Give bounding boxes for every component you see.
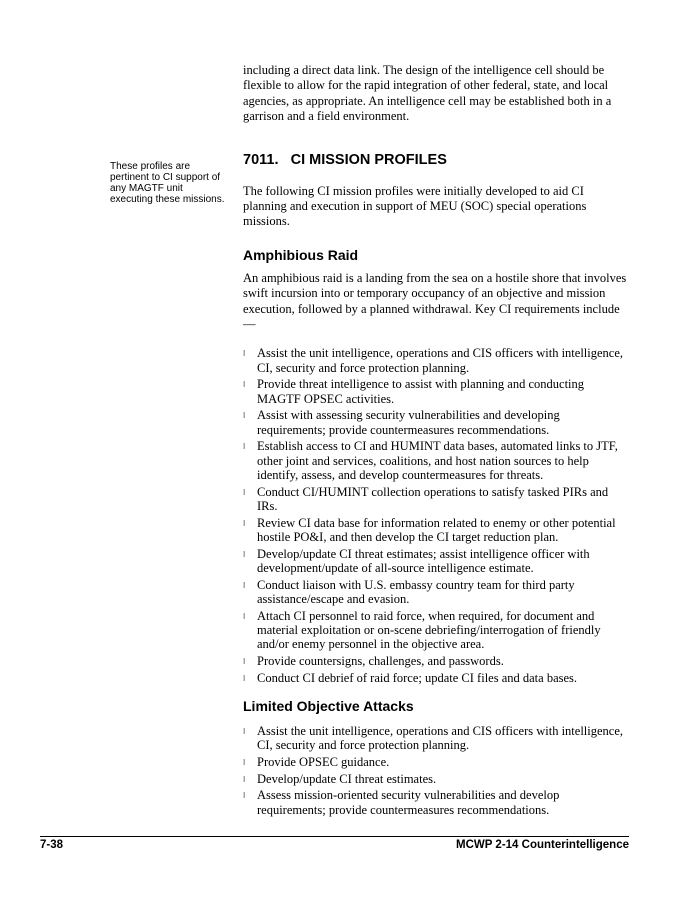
bullet-icon: l	[243, 487, 246, 497]
bullet-icon: l	[243, 726, 246, 736]
bullet-icon: l	[243, 549, 246, 559]
list-item	[243, 755, 628, 769]
bullet-icon: l	[243, 656, 246, 666]
publication-title: MCWP 2-14 Counterintelligence	[456, 839, 629, 851]
list-item-text: Establish access to CI and HUMINT data bases, automated links to JTF, other joint and services, coalitions, and host nation sources to help identify, assess, and develop countermeasures for threats.	[257, 439, 618, 482]
section-title: CI MISSION PROFILES	[290, 151, 447, 168]
list-item-text: Develop/update CI threat estimates; assist intelligence officer with development/update of all-source intelligence estimate.	[257, 546, 590, 575]
margin-note: These profiles are pertinent to CI support of any MAGTF unit executing these missions.	[110, 161, 225, 205]
list-item-text: Provide threat intelligence to assist with planning and conducting MAGTF OPSEC activities.	[257, 377, 585, 406]
page-number: 7-38	[40, 839, 64, 851]
section-intro: The following CI mission profiles were initially developed to aid CI planning and execution in support of MEU (SOC) special operations missions.	[243, 183, 587, 229]
section-heading	[243, 151, 628, 169]
bullet-icon: l	[243, 791, 246, 801]
list-item	[243, 439, 628, 482]
limited-objective-attacks-list	[243, 724, 628, 817]
list-item-text: Assist the unit intelligence, operations and CIS officers with intelligence, CI, security and force protection planning.	[257, 723, 624, 753]
list-item	[243, 485, 628, 513]
list-item	[243, 408, 628, 436]
list-item	[243, 547, 628, 575]
list-item	[243, 788, 628, 816]
list-item	[243, 346, 628, 374]
footer-divider	[40, 836, 629, 837]
list-item	[243, 671, 628, 685]
section-number: 7011.	[243, 151, 279, 168]
bullet-icon: l	[243, 580, 246, 590]
intro-paragraph: including a direct data link. The design of the intelligence cell should be flexible to allow for the rapid integration of other federal, state, and local agencies, as appropriate. An intelligence cell may be established both in a garrison and a field environment.	[243, 63, 612, 124]
bullet-icon: l	[243, 518, 246, 528]
bullet-icon: l	[243, 673, 246, 683]
list-item-text: Attach CI personnel to raid force, when required, for document and material exploitation or on-scene debriefing/interrogation of friendly and/or enemy personnel in the objective area.	[257, 608, 601, 652]
list-item-text: Develop/update CI threat estimates.	[257, 771, 437, 786]
bullet-icon: l	[243, 774, 246, 784]
list-item-text: Conduct CI/HUMINT collection operations to satisfy tasked PIRs and IRs.	[257, 484, 609, 513]
list-item	[243, 516, 628, 544]
list-item	[243, 578, 628, 606]
list-item-text: Conduct liaison with U.S. embassy country team for third party assistance/escape and evasion.	[257, 577, 575, 606]
amphibious-raid-paragraph: An amphibious raid is a landing from the sea on a hostile shore that involves swift incursion into or temporary occupancy of an objective and mission execution, followed by a planned withdrawal. Key CI requirements include—	[243, 270, 627, 332]
amphibious-raid-heading: Amphibious Raid	[243, 246, 359, 263]
bullet-icon: l	[243, 411, 246, 421]
limited-objective-attacks-heading: Limited Objective Attacks	[243, 697, 414, 714]
amphibious-raid-list	[243, 346, 628, 684]
list-item-text: Assist with assessing security vulnerabilities and developing requirements; provide countermeasures recommendations.	[257, 408, 560, 437]
list-item-text: Conduct CI debrief of raid force; update CI files and data bases.	[257, 670, 578, 685]
list-item	[243, 724, 628, 752]
list-item	[243, 654, 628, 668]
list-item-text: Assess mission-oriented security vulnerabilities and develop requirements; provide countermeasures recommendations.	[257, 788, 560, 817]
main-column	[243, 63, 628, 819]
bullet-icon: l	[243, 611, 246, 621]
list-item-text: Review CI data base for information related to enemy or other potential hostile PO&I, and then develop the CI target reduction plan.	[257, 515, 616, 544]
list-item-text: Provide OPSEC guidance.	[257, 754, 390, 769]
bullet-icon: l	[243, 442, 246, 452]
bullet-icon: l	[243, 757, 246, 767]
bullet-icon: l	[243, 349, 246, 359]
list-item-text: Provide countersigns, challenges, and passwords.	[257, 653, 504, 668]
list-item	[243, 772, 628, 786]
list-item	[243, 609, 628, 652]
bullet-icon: l	[243, 380, 246, 390]
list-item	[243, 377, 628, 405]
list-item-text: Assist the unit intelligence, operations and CIS officers with intelligence, CI, security and force protection planning.	[257, 346, 624, 375]
